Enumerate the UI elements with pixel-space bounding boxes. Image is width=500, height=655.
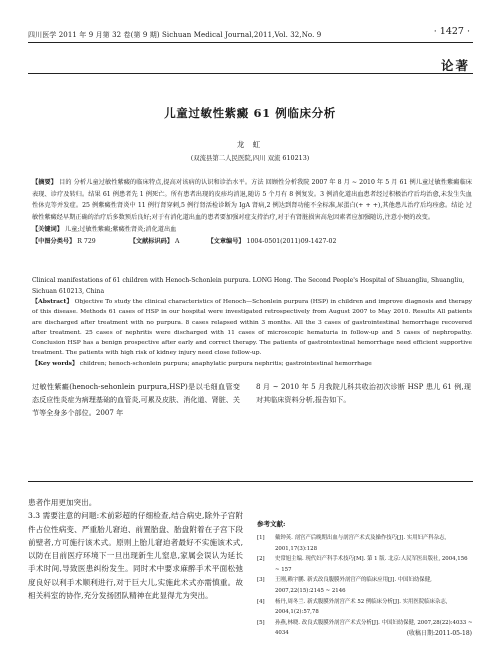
reference-text: 孙燕,林晓. 改良式腹膜外剖宫产术式分析[J]. 中国妇幼保健, 2007,28(22):4033 ~ 4034 <box>275 619 473 637</box>
english-keywords-label: 【Key words】 <box>32 359 78 367</box>
abstract-text: 目的 分析儿童过敏性紫癜的临床特点,提高对该病的认识和诊治水平。方法 回顾性分析我院 2007 年 8 月 ~ 2010 年 5 月 61 例儿童过敏性紫癜临床表现、诊疗及转归。结果 61 例患者先 1 例死亡。所有患者出现的皮疹均消退,随访 5 个月有 8 例复发。3 例消化道出血患者经过积极治疗后均治愈,未发生失血性休克等并发症。25 例紫癜性肾炎中 11 例行肾穿刺,5 例行肾活检诊断为 IgA 肾病,2 例达到肾功能不全标准,尿蛋白(+ + +),其他患儿治疗后均痊愈。结论 过敏性紫癜经早期正确的治疗后多数预后良好;对于有消化道出血的患者要加强对症支持治疗,对于有肾脏损害高危因素者应加强随访,注意小便的改变。 <box>32 179 472 222</box>
reference-item <box>257 533 473 554</box>
chinese-abstract <box>32 177 472 247</box>
abstract-label: 【摘要】 <box>32 179 58 186</box>
reference-text: 王刚,赖宇鹏. 新式改良腹膜外剖宫产的临床应用[J]. 中国妇幼保健, 2007,22(15):2145 ~ 2146 <box>275 577 432 594</box>
reference-number: [1] <box>257 535 265 541</box>
intro-paragraph-left: 过敏性紫癜(henoch-sehonlein purpura,HSP)是以毛细血管变态反应性炎症为病理基础的血管炎,可累及皮肤、消化道、肾脏、关节等全身多个部位。2007 年 <box>32 382 240 417</box>
received-date: (收稿日期:2011-05-18) <box>406 630 472 637</box>
running-header: 四川医学 2011 年 9 月第 32 卷(第 9 期) Sichuan Medical Journal,2011,Vol. 32,No. 9 <box>28 31 322 39</box>
keywords-text: 儿童;过敏性紫癜;紫癜性肾炎;消化道出血 <box>62 225 177 233</box>
author: 龙 虹 <box>236 140 264 149</box>
doc-code-value: A <box>173 237 180 245</box>
english-abstract <box>32 297 472 369</box>
section-rule <box>28 73 473 74</box>
classification-line <box>32 236 472 248</box>
clc-label: 【中图分类号】 <box>32 237 76 245</box>
reference-item <box>257 554 473 575</box>
references-list <box>257 533 473 639</box>
reference-number: [5] <box>257 619 265 626</box>
reference-text: 戴钟英. 剖宫产后晚期出血与剖宫产术式及操作技巧[J]. 实用妇产科杂志, 2001,17(3):128 <box>275 535 447 552</box>
reference-item <box>257 575 473 596</box>
reference-item <box>257 597 473 618</box>
abstract-paragraph <box>32 177 472 224</box>
doc-code-label: 【文献标识码】 <box>129 237 174 245</box>
english-abstract-paragraph <box>32 297 472 359</box>
english-keywords-text: children; henoch-schonlein purpura; anaphylatic purpura nephritis; gastrointestinal hemorrhage <box>77 359 372 367</box>
english-abstract-text: Objective To study the clinical characteristics of Henoch—Schonlein purpura (HSP) in children and improve diagnosis and therapy of this disease. Methods 61 cases of HSP in our hospital were investigated retrospectively from August 2007 to May 2010. Results All patients are discharged after treatment with no purpura. 8 cases relapsed within 3 months. All the 3 cases of gastrointestinal hemorrhage recovered after treatment. 25 cases of nephritis were discharged with 11 cases of microscopic hematuria in follow-up and 5 cases of nephropathy. Conclusion HSP has a benign prospective after early and correct therapy. The patients of gastrointestinal hemorrhage need efficient supportive treatment. The patients with high risk of kidney injury need close follow-up. <box>32 298 472 357</box>
reference-text: 杨丹,周冬兰. 新式腹膜外剖宫产术 52 例临床分析[J]. 实用医院临床杂志, 2004,1(2):57,78 <box>275 598 448 616</box>
references-heading: 参考文献: <box>257 520 286 528</box>
header-rule <box>28 42 473 43</box>
clc-value: R 729 <box>75 237 96 245</box>
reference-number: [3] <box>257 577 265 584</box>
reference-number: [2] <box>257 556 265 563</box>
page-number: · 1427 · <box>433 26 470 37</box>
intro-paragraph-right: 8 月 ~ 2010 年 5 月我院儿科共收治初次诊断 HSP 患儿 61 例,现对其临床资料分析,报告如下。 <box>256 382 471 404</box>
keywords-label: 【关键词】 <box>32 225 63 233</box>
article-title: 儿童过敏性紫癜 61 例临床分析 <box>164 106 336 120</box>
section-label: 论著 <box>440 58 470 73</box>
previous-article-text: 患者作用更加突出。 3.3 需要注意的问题:术前彩超的仔细检查,结合病史,除外子宫附件占位性病变、严重胎儿窘迫、前置胎盘、胎盘附着在子宫下段前壁者,方可施行该术式。原则上胎儿窘迫者最好不实施该术式,以防在目前医疗环境下一旦出现新生儿窒息,家属会误认为延长手术时间,导致医患纠纷发生。同时术中要求麻醉手术平面松弛度良好以利手术顺利进行,对于巨大儿,实施此术式亦需慎重。故相关科室的协作,充分发扬团队精神在此显得尤为突出。 <box>28 498 243 601</box>
english-abstract-label: 【Abstract】 <box>32 298 73 305</box>
article-separator-rule <box>28 481 473 482</box>
reference-text: 史常旭主编. 现代妇产科手术技巧[M]. 第 1 版. 北京:人民军医出版社, 2004,156 ~ 157 <box>275 556 468 573</box>
article-no-value: 1004-0501(2011)09-1427-02 <box>244 237 337 245</box>
article-no-label: 【文章编号】 <box>207 237 245 245</box>
reference-number: [4] <box>257 598 265 605</box>
affiliation: (双流县第二人民医院,四川 双流 610213) <box>190 154 310 162</box>
english-keywords-line <box>32 359 472 369</box>
keywords-line <box>32 224 472 236</box>
english-title: Clinical manifestations of 61 children with Henoch-Schonlein purpura. LONG Hong. The Second People's Hospital of Shuangliu, Shuangliu, Sichuan 610213, China <box>32 277 465 295</box>
